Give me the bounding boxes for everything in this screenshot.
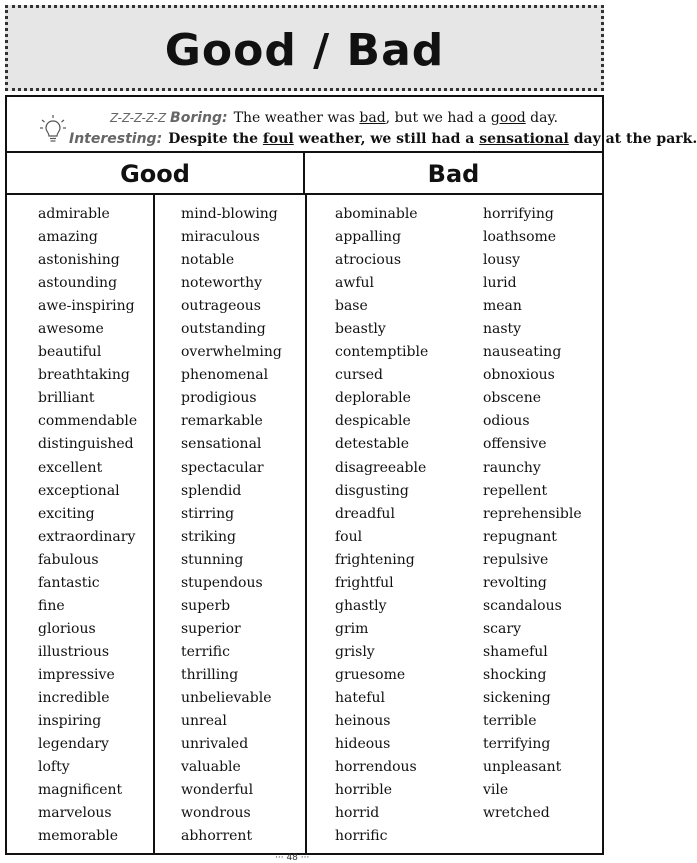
word-item: spectacular <box>181 459 264 476</box>
good-words-column-1 <box>38 203 137 848</box>
word-item: horrific <box>335 828 388 845</box>
bad-heading: Bad <box>305 153 602 195</box>
zzz-icon: Z-Z-Z-Z-Z <box>110 111 167 125</box>
good-heading: Good <box>7 153 305 195</box>
word-item: breathtaking <box>38 367 130 384</box>
word-item: overwhelming <box>181 344 282 361</box>
word-item: phenomenal <box>181 367 269 384</box>
word-item: unpleasant <box>483 759 562 776</box>
word-item: inspiring <box>38 713 102 730</box>
word-item: wretched <box>483 805 550 822</box>
word-item: stirring <box>181 505 235 522</box>
word-item: lofty <box>38 759 70 776</box>
word-item: grisly <box>335 643 375 660</box>
word-item: obscene <box>483 390 542 407</box>
word-item: loathsome <box>483 229 557 246</box>
lightbulb-icon <box>40 115 66 145</box>
worksheet-page <box>5 5 697 863</box>
word-item: extraordinary <box>38 528 136 545</box>
word-item: astounding <box>38 275 118 292</box>
word-item: scandalous <box>483 597 562 614</box>
word-item: wondrous <box>181 805 251 822</box>
word-item: superior <box>181 620 241 637</box>
boring-label: Boring: <box>170 110 228 126</box>
word-item: terrific <box>181 643 230 660</box>
word-item: prodigious <box>181 390 257 407</box>
word-item: glorious <box>38 620 96 637</box>
page-number: ··· 48 ··· <box>275 853 310 863</box>
word-item: frightful <box>335 574 394 591</box>
word-item: shameful <box>483 643 548 660</box>
word-item: grim <box>335 620 369 637</box>
word-table <box>5 151 604 855</box>
word-item: striking <box>181 528 236 545</box>
word-item: contemptible <box>335 344 429 361</box>
word-item: beastly <box>335 321 386 338</box>
interesting-example: Interesting: Despite the foul weather, we still had a sensational day at the park. <box>69 131 697 147</box>
word-item: distinguished <box>38 436 134 453</box>
word-item: revolting <box>483 574 547 591</box>
word-item: exciting <box>38 505 95 522</box>
boring-word-bad: bad <box>359 110 386 126</box>
word-item: stunning <box>181 551 244 568</box>
word-item: exceptional <box>38 482 120 499</box>
word-item: obnoxious <box>483 367 555 384</box>
word-item: brilliant <box>38 390 95 407</box>
word-item: foul <box>335 528 363 545</box>
interesting-label: Interesting: <box>69 131 163 147</box>
word-item: incredible <box>38 689 110 706</box>
word-item: nasty <box>483 321 522 338</box>
word-item: deplorable <box>335 390 411 407</box>
bad-words-column-1 <box>335 203 428 848</box>
word-item: sensational <box>181 436 262 453</box>
title-banner <box>5 5 604 91</box>
word-item: unbelievable <box>181 689 272 706</box>
word-item: remarkable <box>181 413 263 430</box>
word-item: unrivaled <box>181 736 249 753</box>
page-title: Good / Bad <box>164 25 445 76</box>
word-item: excellent <box>38 459 103 476</box>
word-item: raunchy <box>483 459 541 476</box>
word-item: base <box>335 298 368 315</box>
word-item: horrendous <box>335 759 417 776</box>
word-item: detestable <box>335 436 410 453</box>
word-item: fine <box>38 597 65 614</box>
word-item: horrid <box>335 805 380 822</box>
word-item: odious <box>483 413 530 430</box>
word-item: awesome <box>38 321 104 338</box>
word-item: horrible <box>335 782 393 799</box>
word-item: outstanding <box>181 321 266 338</box>
boring-example: Z-Z-Z-Z-Z Boring: The weather was bad, but we had a good day. <box>110 110 558 126</box>
word-item: stupendous <box>181 574 263 591</box>
word-item: abhorrent <box>181 828 253 845</box>
word-item: gruesome <box>335 666 406 683</box>
word-item: ghastly <box>335 597 387 614</box>
word-item: lurid <box>483 275 517 292</box>
word-item: disagreeable <box>335 459 427 476</box>
word-item: offensive <box>483 436 547 453</box>
word-item: admirable <box>38 206 110 222</box>
word-item: repugnant <box>483 528 557 545</box>
word-item: repellent <box>483 482 548 499</box>
word-item: astonishing <box>38 252 120 269</box>
bad-words-column-2 <box>483 203 582 825</box>
word-item: marvelous <box>38 805 112 822</box>
word-item: repulsive <box>483 551 549 568</box>
word-item: splendid <box>181 482 242 499</box>
word-item: outrageous <box>181 298 261 315</box>
interesting-word-sensational: sensational <box>479 131 569 147</box>
word-item: memorable <box>38 828 119 845</box>
word-item: amazing <box>38 229 98 246</box>
word-item: awe-inspiring <box>38 298 135 315</box>
word-item: heinous <box>335 713 391 730</box>
word-item: vile <box>483 782 509 799</box>
word-item: disgusting <box>335 482 409 499</box>
word-item: magnificent <box>38 782 123 799</box>
word-item: wonderful <box>181 782 254 799</box>
word-item: fantastic <box>38 574 100 591</box>
word-item: shocking <box>483 666 547 683</box>
word-item: frightening <box>335 551 415 568</box>
word-item: superb <box>181 597 231 614</box>
boring-word-good: good <box>490 110 526 126</box>
word-item: cursed <box>335 367 383 384</box>
word-item: nauseating <box>483 344 562 361</box>
word-item: beautiful <box>38 344 102 361</box>
word-item: notable <box>181 252 235 269</box>
example-sentences <box>5 95 697 153</box>
word-item: terrible <box>483 713 537 730</box>
word-item: commendable <box>38 413 138 430</box>
word-item: thrilling <box>181 666 239 683</box>
interesting-word-foul: foul <box>262 131 294 147</box>
word-item: unreal <box>181 713 227 730</box>
word-item: lousy <box>483 252 521 269</box>
good-words-column-2 <box>181 203 282 848</box>
word-item: valuable <box>181 759 241 776</box>
word-item: dreadful <box>335 505 395 522</box>
word-item: hateful <box>335 689 385 706</box>
word-item: atrocious <box>335 252 402 269</box>
word-item: horrifying <box>483 206 554 222</box>
word-item: mean <box>483 298 522 315</box>
word-item: terrifying <box>483 736 551 753</box>
word-item: reprehensible <box>483 505 582 522</box>
word-item: hideous <box>335 736 391 753</box>
good-bad-divider <box>305 195 307 855</box>
word-item: sickening <box>483 689 551 706</box>
good-column-divider <box>153 195 155 855</box>
word-item: scary <box>483 620 521 637</box>
word-item: fabulous <box>38 551 99 568</box>
word-item: noteworthy <box>181 275 263 292</box>
word-item: appalling <box>335 229 402 246</box>
word-item: miraculous <box>181 229 260 246</box>
word-item: despicable <box>335 413 411 430</box>
word-item: impressive <box>38 666 115 683</box>
word-item: abominable <box>335 206 418 222</box>
word-item: illustrious <box>38 643 110 660</box>
word-item: legendary <box>38 736 109 753</box>
word-item: awful <box>335 275 375 292</box>
word-item: mind-blowing <box>181 206 278 222</box>
